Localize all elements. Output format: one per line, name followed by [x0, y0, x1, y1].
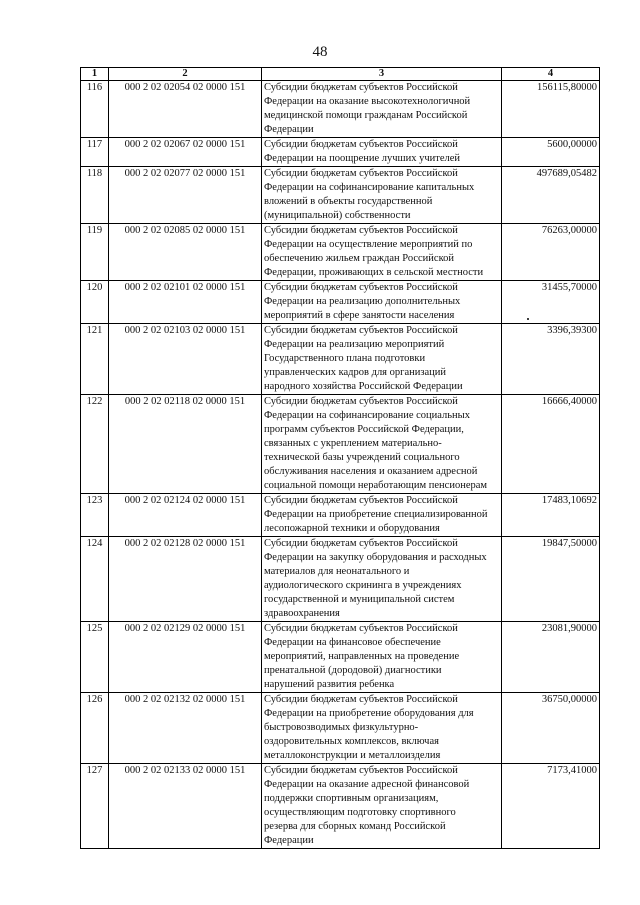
- budget-code: 000 2 02 02133 02 0000 151: [109, 764, 262, 849]
- description-line: Федерации на софинансирование социальных: [264, 410, 470, 421]
- description-line: Субсидии бюджетам субъектов Российской: [264, 538, 458, 549]
- table-row: [81, 764, 600, 849]
- row-amount: 3396,39300: [502, 324, 600, 395]
- table-row: [81, 494, 600, 537]
- row-number: 126: [81, 693, 109, 764]
- row-number: 118: [81, 167, 109, 224]
- description-line: обеспечению жильем граждан Российской: [264, 253, 454, 264]
- page-number: 48: [312, 44, 328, 60]
- description-line: Субсидии бюджетам субъектов Российской: [264, 282, 458, 293]
- description-line: Субсидии бюджетам субъектов Российской: [264, 139, 458, 150]
- description-line: обслуживания населения и оказанием адресной: [264, 466, 478, 477]
- header-col-4: 4: [502, 68, 600, 81]
- description-line: оздоровительных комплексов, включая: [264, 736, 439, 747]
- row-number: 123: [81, 494, 109, 537]
- description-line: программ субъектов Российской Федерации,: [264, 424, 464, 435]
- row-description: [262, 395, 502, 494]
- description-line: Субсидии бюджетам субъектов Российской: [264, 694, 458, 705]
- description-line: Субсидии бюджетам субъектов Российской: [264, 225, 458, 236]
- row-amount: 23081,90000: [502, 622, 600, 693]
- description-line: мероприятий, направленных на проведение: [264, 651, 460, 662]
- budget-code: 000 2 02 02067 02 0000 151: [109, 138, 262, 167]
- budget-code: 000 2 02 02118 02 0000 151: [109, 395, 262, 494]
- description-line: управленческих кадров для организаций: [264, 367, 447, 378]
- description-line: металлоконструкции и металлоизделия: [264, 750, 441, 761]
- description-line: Федерации на софинансирование капитальных: [264, 182, 475, 193]
- description-line: поддержки спортивным организациям,: [264, 793, 439, 804]
- description-line: здравоохранения: [264, 608, 340, 619]
- row-amount: 31455,70000: [502, 281, 600, 324]
- budget-code: 000 2 02 02103 02 0000 151: [109, 324, 262, 395]
- table-row: [81, 395, 600, 494]
- table-row: [81, 167, 600, 224]
- description-line: вложений в объекты государственной: [264, 196, 433, 207]
- description-line: медицинской помощи гражданам Российской: [264, 110, 468, 121]
- budget-code: 000 2 02 02124 02 0000 151: [109, 494, 262, 537]
- table-body: [81, 81, 600, 849]
- row-description: [262, 281, 502, 324]
- row-description: [262, 494, 502, 537]
- description-line: аудиологического скрининга в учреждениях: [264, 580, 462, 591]
- description-line: пренатальной (дородовой) диагностики: [264, 665, 442, 676]
- description-line: Государственного плана подготовки: [264, 353, 426, 364]
- row-number: 125: [81, 622, 109, 693]
- description-line: Субсидии бюджетам субъектов Российской: [264, 82, 458, 93]
- budget-table: [80, 67, 600, 849]
- table-row: [81, 622, 600, 693]
- table-row: [81, 324, 600, 395]
- budget-code: 000 2 02 02132 02 0000 151: [109, 693, 262, 764]
- description-line: технической базы учреждений социального: [264, 452, 460, 463]
- budget-code: 000 2 02 02129 02 0000 151: [109, 622, 262, 693]
- row-description: [262, 138, 502, 167]
- row-description: [262, 693, 502, 764]
- description-line: Федерации на финансовое обеспечение: [264, 637, 441, 648]
- description-line: Субсидии бюджетам субъектов Российской: [264, 623, 458, 634]
- description-line: лесопожарной техники и оборудования: [264, 523, 440, 534]
- description-line: Федерации на реализацию мероприятий: [264, 339, 445, 350]
- description-line: народного хозяйства Российской Федерации: [264, 381, 463, 392]
- description-line: Федерации на приобретение специализированной: [264, 509, 488, 520]
- row-description: [262, 764, 502, 849]
- row-amount: 76263,00000: [502, 224, 600, 281]
- row-number: 116: [81, 81, 109, 138]
- header-col-1: 1: [81, 68, 109, 81]
- row-amount: 497689,05482: [502, 167, 600, 224]
- table-row: [81, 224, 600, 281]
- stray-dot-mark: [527, 318, 529, 320]
- budget-code: 000 2 02 02101 02 0000 151: [109, 281, 262, 324]
- table-row: [81, 281, 600, 324]
- table-row: [81, 138, 600, 167]
- description-line: быстровозводимых физкультурно-: [264, 722, 419, 733]
- description-line: Федерации: [264, 124, 314, 135]
- row-description: [262, 224, 502, 281]
- table-row: [81, 537, 600, 622]
- row-amount: 156115,80000: [502, 81, 600, 138]
- description-line: Федерации на оказание адресной финансовой: [264, 779, 470, 790]
- description-line: резерва для сборных команд Российской: [264, 821, 446, 832]
- description-line: социальной помощи неработающим пенсионерам: [264, 480, 488, 491]
- header-col-2: 2: [109, 68, 262, 81]
- row-description: [262, 81, 502, 138]
- row-description: [262, 537, 502, 622]
- description-line: Федерации на осуществление мероприятий по: [264, 239, 473, 250]
- row-amount: 17483,10692: [502, 494, 600, 537]
- description-line: нарушений развития ребенка: [264, 679, 395, 690]
- row-amount: 19847,50000: [502, 537, 600, 622]
- description-line: Субсидии бюджетам субъектов Российской: [264, 168, 458, 179]
- description-line: Субсидии бюджетам субъектов Российской: [264, 495, 458, 506]
- description-line: материалов для неонатального и: [264, 566, 410, 577]
- row-number: 127: [81, 764, 109, 849]
- row-description: [262, 622, 502, 693]
- row-number: 121: [81, 324, 109, 395]
- row-number: 117: [81, 138, 109, 167]
- budget-code: 000 2 02 02085 02 0000 151: [109, 224, 262, 281]
- description-line: Федерации на приобретение оборудования для: [264, 708, 474, 719]
- row-description: [262, 324, 502, 395]
- description-line: Федерации на закупку оборудования и расходных: [264, 552, 487, 563]
- table-row: [81, 81, 600, 138]
- description-line: Федерации на оказание высокотехнологичной: [264, 96, 471, 107]
- description-line: Субсидии бюджетам субъектов Российской: [264, 396, 458, 407]
- row-amount: 16666,40000: [502, 395, 600, 494]
- description-line: мероприятий в сфере занятости населения: [264, 310, 455, 321]
- description-line: связанных с укреплением материально-: [264, 438, 442, 449]
- row-number: 122: [81, 395, 109, 494]
- row-number: 119: [81, 224, 109, 281]
- budget-code: 000 2 02 02128 02 0000 151: [109, 537, 262, 622]
- description-line: Субсидии бюджетам субъектов Российской: [264, 765, 458, 776]
- description-line: (муниципальной) собственности: [264, 210, 411, 221]
- row-amount: 5600,00000: [502, 138, 600, 167]
- header-col-3: 3: [262, 68, 502, 81]
- description-line: Федерации на поощрение лучших учителей: [264, 153, 461, 164]
- row-amount: 36750,00000: [502, 693, 600, 764]
- table-row: [81, 693, 600, 764]
- budget-code: 000 2 02 02077 02 0000 151: [109, 167, 262, 224]
- row-number: 124: [81, 537, 109, 622]
- description-line: государственной и муниципальной систем: [264, 594, 455, 605]
- row-number: 120: [81, 281, 109, 324]
- budget-code: 000 2 02 02054 02 0000 151: [109, 81, 262, 138]
- row-description: [262, 167, 502, 224]
- description-line: Федерации, проживающих в сельской местности: [264, 267, 484, 278]
- description-line: Федерации на реализацию дополнительных: [264, 296, 461, 307]
- description-line: Субсидии бюджетам субъектов Российской: [264, 325, 458, 336]
- row-amount: 7173,41000: [502, 764, 600, 849]
- description-line: Федерации: [264, 835, 314, 846]
- table-header-row: [81, 68, 600, 81]
- description-line: осуществляющим подготовку спортивного: [264, 807, 456, 818]
